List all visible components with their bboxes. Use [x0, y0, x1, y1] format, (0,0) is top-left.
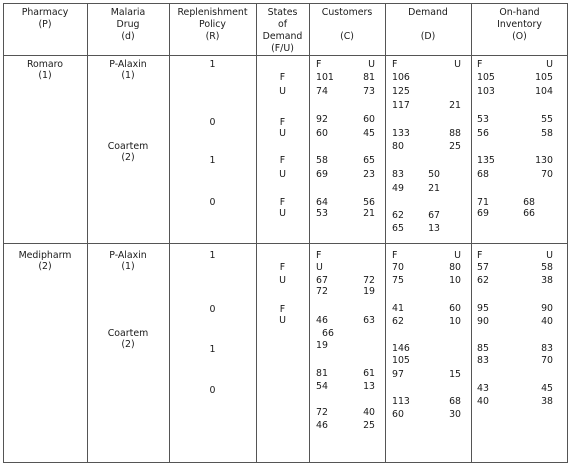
inventory-value-f: 53 [477, 114, 489, 125]
inventory-value-f: 69 [477, 208, 489, 219]
column-divider [471, 3, 472, 463]
customers-value-u: 25 [363, 420, 375, 431]
customers-value-u: 65 [363, 155, 375, 166]
demand-state: U [279, 275, 286, 286]
demand-state: F [279, 155, 286, 166]
replenishment-policy: 1 [209, 59, 216, 70]
demand-state: U [279, 169, 286, 180]
demand-value-u: 67 [428, 210, 440, 221]
customers-value-u: 45 [363, 128, 375, 139]
inventory-value-u: 55 [541, 114, 553, 125]
column-header-inventory: (O) [512, 31, 527, 42]
inventory-value-f: 40 [477, 396, 489, 407]
pharmacy-name: Medipharm [18, 250, 72, 261]
inventory-value-f: 105 [477, 72, 495, 83]
demand-value-f: 105 [392, 355, 410, 366]
inventory-value-f: 57 [477, 262, 489, 273]
demand-value-u: 30 [449, 409, 461, 420]
column-divider [567, 3, 568, 463]
column-header-policy: Policy [199, 19, 226, 30]
customers-value-u: 61 [363, 368, 375, 379]
row-divider [3, 462, 568, 463]
pharmacy-name: Romaro [26, 59, 64, 70]
customers-value-f: 74 [316, 86, 328, 97]
inventory-value-u: 45 [541, 383, 553, 394]
customers-value-f: 54 [316, 381, 328, 392]
customers-value-f: F [316, 250, 322, 261]
inventory-value-f: 135 [477, 155, 495, 166]
inventory-value-f: F [477, 250, 483, 261]
customers-value-u: 40 [363, 407, 375, 418]
customers-value-u: 13 [363, 381, 375, 392]
customers-value-f: F [316, 59, 322, 70]
column-header-drug: (d) [121, 31, 135, 42]
inventory-value-f: F [477, 59, 483, 70]
inventory-value-f: 71 [477, 197, 489, 208]
customers-value-f: 72 [316, 286, 328, 297]
row-divider [3, 55, 568, 56]
customers-value-f: 92 [316, 114, 328, 125]
customers-value-u: U [368, 59, 375, 70]
demand-value-u: 50 [428, 169, 440, 180]
demand-value-u: 88 [449, 128, 461, 139]
drug-name: Coartem [107, 328, 149, 339]
drug-index: (2) [121, 339, 135, 350]
replenishment-policy: 1 [209, 250, 216, 261]
inventory-value-u: 38 [541, 275, 553, 286]
column-header-policy: Replenishment [177, 7, 248, 18]
row-divider [3, 3, 568, 4]
inventory-value-u: 58 [541, 262, 553, 273]
inventory-value-u: 130 [535, 155, 553, 166]
customers-value-f: 53 [316, 208, 328, 219]
customers-value-f: 72 [316, 407, 328, 418]
demand-state: F [279, 262, 286, 273]
drug-name: Coartem [107, 141, 149, 152]
column-header-states: Demand [262, 31, 303, 42]
demand-value-f: 83 [392, 169, 404, 180]
customers-value-u: 23 [363, 169, 375, 180]
inventory-value-u: 83 [541, 343, 553, 354]
replenishment-policy: 0 [209, 304, 216, 315]
inventory-value-u: 66 [523, 208, 535, 219]
demand-value-f: 106 [392, 72, 410, 83]
column-header-pharmacy: Pharmacy [21, 7, 69, 18]
customers-value-u: 72 [363, 275, 375, 286]
customers-value-f: 66 [322, 328, 334, 339]
drug-index: (2) [121, 152, 135, 163]
column-header-states: (F/U) [271, 43, 294, 54]
drug-name: P-Alaxin [109, 250, 147, 261]
customers-value-f: 46 [316, 420, 328, 431]
demand-value-f: 117 [392, 100, 410, 111]
inventory-value-u: 40 [541, 316, 553, 327]
pharmacy-index: (2) [38, 261, 52, 272]
demand-value-f: 133 [392, 128, 410, 139]
drug-index: (1) [121, 70, 135, 81]
replenishment-policy: 0 [209, 117, 216, 128]
customers-value-f: 69 [316, 169, 328, 180]
inventory-value-f: 68 [477, 169, 489, 180]
pharmacy-index: (1) [38, 70, 52, 81]
inventory-value-f: 103 [477, 86, 495, 97]
column-header-inventory: On-hand [499, 7, 540, 18]
inventory-value-f: 90 [477, 316, 489, 327]
customers-value-f: 19 [316, 340, 328, 351]
demand-value-f: F [392, 250, 398, 261]
column-header-customers: Customers [321, 7, 373, 18]
replenishment-policy: 1 [209, 155, 216, 166]
inventory-value-f: 83 [477, 355, 489, 366]
drug-index: (1) [121, 261, 135, 272]
demand-value-u: 10 [449, 316, 461, 327]
column-divider [385, 3, 386, 463]
inventory-value-f: 95 [477, 303, 489, 314]
inventory-value-u: 104 [535, 86, 553, 97]
demand-value-u: 15 [449, 369, 461, 380]
column-divider [309, 3, 310, 463]
inventory-value-f: 62 [477, 275, 489, 286]
inventory-value-u: 58 [541, 128, 553, 139]
customers-value-f: 64 [316, 197, 328, 208]
demand-value-f: 65 [392, 223, 404, 234]
customers-value-u: 81 [363, 72, 375, 83]
inventory-value-u: 90 [541, 303, 553, 314]
inventory-value-u: 70 [541, 169, 553, 180]
inventory-value-u: 38 [541, 396, 553, 407]
demand-value-f: 41 [392, 303, 404, 314]
customers-value-u: 56 [363, 197, 375, 208]
demand-state: U [279, 86, 286, 97]
demand-value-f: F [392, 59, 398, 70]
demand-state: F [279, 304, 286, 315]
demand-state: U [279, 315, 286, 326]
demand-value-u: U [454, 59, 461, 70]
inventory-value-u: 70 [541, 355, 553, 366]
demand-state: U [279, 208, 286, 219]
demand-value-f: 75 [392, 275, 404, 286]
column-header-states: of [277, 19, 288, 30]
column-header-drug: Malaria [110, 7, 146, 18]
column-header-states: States [267, 7, 298, 18]
replenishment-policy: 0 [209, 385, 216, 396]
inventory-value-f: 56 [477, 128, 489, 139]
replenishment-policy: 0 [209, 197, 216, 208]
demand-value-f: 80 [392, 141, 404, 152]
replenishment-policy: 1 [209, 344, 216, 355]
customers-value-f: 60 [316, 128, 328, 139]
demand-state: U [279, 128, 286, 139]
demand-value-u: 13 [428, 223, 440, 234]
column-header-demand: Demand [408, 7, 448, 18]
column-header-demand: (D) [420, 31, 436, 42]
column-header-policy: (R) [205, 31, 220, 42]
customers-value-u: 21 [363, 208, 375, 219]
customers-value-u: 60 [363, 114, 375, 125]
customers-value-f: 101 [316, 72, 334, 83]
demand-value-f: 62 [392, 210, 404, 221]
demand-value-f: 60 [392, 409, 404, 420]
column-header-inventory: Inventory [497, 19, 542, 30]
demand-value-u: 21 [428, 183, 440, 194]
demand-value-f: 70 [392, 262, 404, 273]
demand-state: F [279, 117, 286, 128]
inventory-value-f: 85 [477, 343, 489, 354]
column-header-pharmacy: (P) [38, 19, 52, 30]
customers-value-f: 81 [316, 368, 328, 379]
inventory-value-u: 105 [535, 72, 553, 83]
inventory-table [3, 3, 568, 463]
demand-value-f: 146 [392, 343, 410, 354]
inventory-value-u: 68 [523, 197, 535, 208]
demand-value-u: 10 [449, 275, 461, 286]
demand-state: F [279, 197, 286, 208]
demand-value-u: U [454, 250, 461, 261]
demand-value-f: 113 [392, 396, 410, 407]
demand-value-f: 49 [392, 183, 404, 194]
demand-value-u: 68 [449, 396, 461, 407]
demand-value-f: 62 [392, 316, 404, 327]
customers-value-u: 19 [363, 286, 375, 297]
column-header-customers: (C) [340, 31, 354, 42]
demand-value-f: 125 [392, 86, 410, 97]
demand-value-u: 60 [449, 303, 461, 314]
customers-value-f: 46 [316, 315, 328, 326]
demand-value-u: 21 [449, 100, 461, 111]
inventory-value-u: U [546, 59, 553, 70]
demand-value-f: 97 [392, 369, 404, 380]
demand-value-u: 25 [449, 141, 461, 152]
drug-name: P-Alaxin [109, 59, 147, 70]
inventory-value-f: 43 [477, 383, 489, 394]
customers-value-f: 67 [316, 275, 328, 286]
demand-value-u: 80 [449, 262, 461, 273]
column-header-drug: Drug [116, 19, 140, 30]
customers-value-u: 73 [363, 86, 375, 97]
demand-state: F [279, 72, 286, 83]
customers-value-f: 58 [316, 155, 328, 166]
customers-value-f: U [316, 262, 323, 273]
customers-value-u: 63 [363, 315, 375, 326]
row-divider [3, 243, 568, 244]
inventory-value-u: U [546, 250, 553, 261]
